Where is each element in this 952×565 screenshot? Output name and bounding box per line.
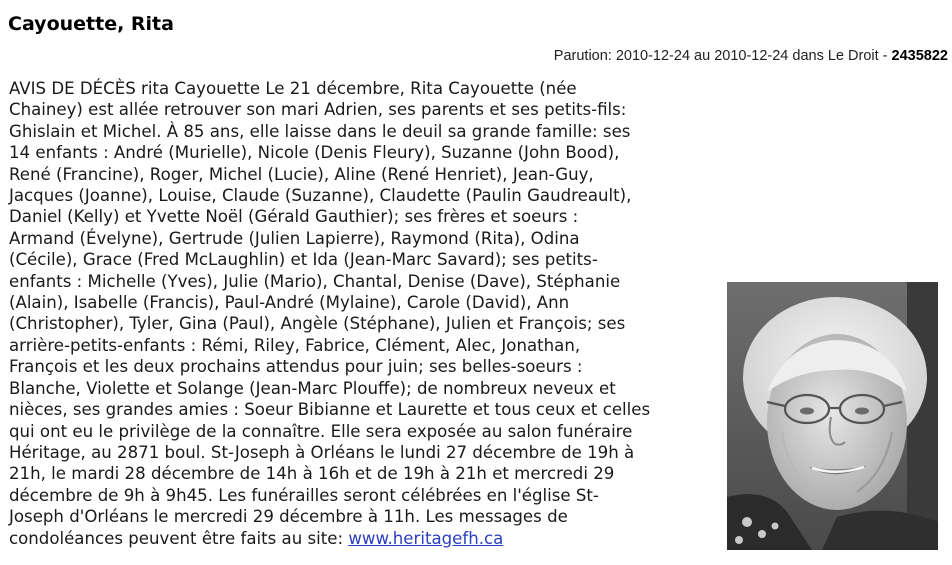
- notice-line: (Christopher), Tyler, Gina (Paul), Angèle (Stéphane), Julien et François; ses: [9, 314, 626, 334]
- parution-label: Parution: 2010-12-24 au 2010-12-24 dans Le Droit -: [553, 48, 888, 64]
- notice-line: nièces, ses grandes amies : Soeur Bibianne et Laurette et tous ceux et celles: [9, 400, 651, 420]
- notice-line: (Cécile), Grace (Fred McLaughlin) et Ida (Jean-Marc Savard); ses petits-: [9, 250, 598, 270]
- notice-line: Jacques (Joanne), Louise, Claude (Suzanne), Claudette (Paulin Gaudreault),: [9, 186, 632, 206]
- last-line-prefix: condoléances peuvent être faits au site:: [9, 528, 344, 548]
- website-link[interactable]: www.heritagefh.ca: [348, 528, 504, 548]
- notice-line: (Alain), Isabelle (Francis), Paul-André (Mylaine), Carole (David), Ann: [9, 293, 570, 313]
- notice-line: Daniel (Kelly) et Yvette Noël (Gérald Gauthier); ses frères et soeurs :: [9, 207, 579, 227]
- notice-line: enfants : Michelle (Yves), Julie (Mario), Chantal, Denise (Dave), Stéphanie: [9, 271, 621, 291]
- obituary-text: [9, 78, 714, 549]
- notice-line: 21h, le mardi 28 décembre de 14h à 16h et de 19h à 21h et mercredi 29: [9, 464, 615, 484]
- notice-id: 2435822: [891, 48, 948, 64]
- publication-info: [554, 48, 948, 64]
- portrait-photo: [727, 282, 938, 550]
- notice-line: Chainey) est allée retrouver son mari Adrien, ses parents et ses petits-fils:: [9, 100, 627, 120]
- page-title: Cayouette, Rita: [8, 13, 174, 35]
- notice-line: qui ont eu le privilège de la connaître. Elle sera exposée au salon funéraire: [9, 421, 633, 441]
- notice-line: Ghislain et Michel. À 85 ans, elle laisse dans le deuil sa grande famille: ses: [9, 121, 631, 141]
- notice-line: Joseph d'Orléans le mercredi 29 décembre à 11h. Les messages de: [9, 507, 568, 527]
- notice-line: décembre de 9h à 9h45. Les funérailles seront célébrées en l'église St-: [9, 485, 599, 505]
- notice-line: René (Francine), Roger, Michel (Lucie), Aline (René Henriet), Jean-Guy,: [9, 164, 594, 184]
- notice-line: Blanche, Violette et Solange (Jean-Marc Plouffe); de nombreux neveux et: [9, 378, 616, 398]
- notice-line: Héritage, au 2871 boul. St-Joseph à Orléans le lundi 27 décembre de 19h à: [9, 442, 635, 462]
- portrait-image: [727, 282, 938, 550]
- notice-line: arrière-petits-enfants : Rémi, Riley, Fabrice, Clément, Alec, Jonathan,: [9, 335, 581, 355]
- notice-line: Armand (Évelyne), Gertrude (Julien Lapierre), Raymond (Rita), Odina: [9, 228, 580, 248]
- notice-line: François et les deux prochains attendus pour juin; ses belles-soeurs :: [9, 357, 583, 377]
- notice-last-line: [9, 528, 714, 549]
- notice-line: AVIS DE DÉCÈS rita Cayouette Le 21 décembre, Rita Cayouette (née: [9, 79, 577, 98]
- notice-line: 14 enfants : André (Murielle), Nicole (Denis Fleury), Suzanne (John Bood),: [9, 143, 620, 163]
